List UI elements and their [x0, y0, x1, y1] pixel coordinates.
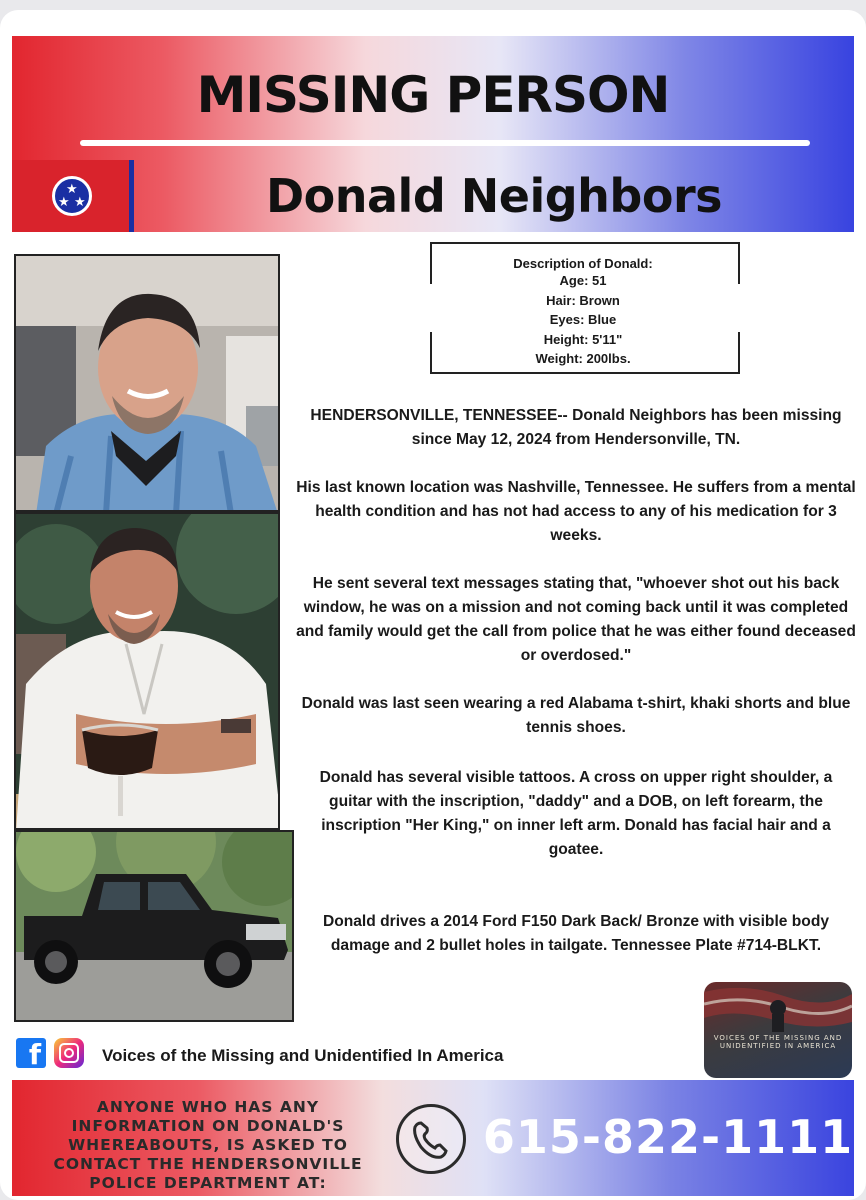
photo-selfie-image	[16, 256, 280, 512]
flag-star-circle	[52, 176, 92, 216]
paragraph-last-location: His last known location was Nashville, Tennessee. He suffers from a mental health condition and has not had access to any of his medication for 3 weeks.	[296, 479, 856, 544]
contact-phone-number[interactable]: 615-822-1111	[482, 1110, 854, 1164]
phone-icon	[396, 1104, 466, 1174]
person-name: Donald Neighbors	[265, 169, 723, 223]
paragraph-text-messages: He sent several text messages stating that, "whoever shot out his back window, he was on a mission and not coming back until it was completed and family would get the call from police that he was either found deceased or overdosed."	[296, 575, 856, 664]
photo-truck	[14, 830, 294, 1022]
flyer-title: MISSING PERSON	[196, 66, 670, 124]
flyer	[0, 10, 866, 1200]
logo-text: VOICES OF THE MISSING AND UNIDENTIFIED IN AMERICA	[713, 1034, 843, 1050]
photo-truck-image	[16, 832, 294, 1022]
instagram-icon[interactable]	[54, 1038, 84, 1068]
title-divider	[80, 140, 810, 146]
photo-selfie	[14, 254, 280, 512]
description-eyes: Eyes: Blue	[549, 312, 617, 327]
photo-portrait	[14, 512, 280, 830]
organization-logo	[704, 982, 852, 1078]
flag-silhouette-icon	[704, 982, 852, 1032]
header-banner	[12, 36, 854, 232]
paragraph-vehicle: Donald drives a 2014 Ford F150 Dark Back/ Bronze with visible body damage and 2 bullet holes in tailgate. Tennessee Plate #714-BLKT.	[322, 913, 830, 954]
description-title: Description of Donald:	[513, 256, 653, 271]
tennessee-flag-icon	[12, 160, 134, 232]
paragraph-tattoos: Donald has several visible tattoos. A cross on upper right shoulder, a guitar with the inscription, "daddy" and a DOB, on left forearm, the inscription "Her King," on inner left arm. Donald has facial hair and a goatee.	[319, 769, 833, 858]
facebook-icon[interactable]: f	[16, 1038, 46, 1068]
description-age: Age: 51	[559, 273, 607, 288]
description-box	[430, 242, 736, 374]
contact-banner	[12, 1080, 854, 1196]
description-weight: Weight: 200lbs.	[535, 351, 631, 366]
organization-name: Voices of the Missing and Unidentified In America	[102, 1046, 504, 1065]
contact-message: ANYONE WHO HAS ANY INFORMATION ON DONALD'S WHEREABOUTS, IS ASKED TO CONTACT THE HENDERSONVILLE POLICE DEPARTMENT AT:	[53, 1098, 363, 1192]
paragraph-missing-since: HENDERSONVILLE, TENNESSEE-- Donald Neighbors has been missing since May 12, 2024 from Hendersonville, TN.	[310, 407, 842, 448]
star-icon: ★	[58, 194, 70, 209]
star-icon: ★	[74, 194, 86, 209]
description-height: Height: 5'11"	[543, 331, 623, 347]
paragraph-clothing: Donald was last seen wearing a red Alabama t-shirt, khaki shorts and blue tennis shoes.	[301, 695, 851, 736]
description-hair: Hair: Brown	[546, 292, 620, 308]
photo-portrait-image	[16, 514, 280, 830]
star-icon: ★	[66, 181, 78, 196]
